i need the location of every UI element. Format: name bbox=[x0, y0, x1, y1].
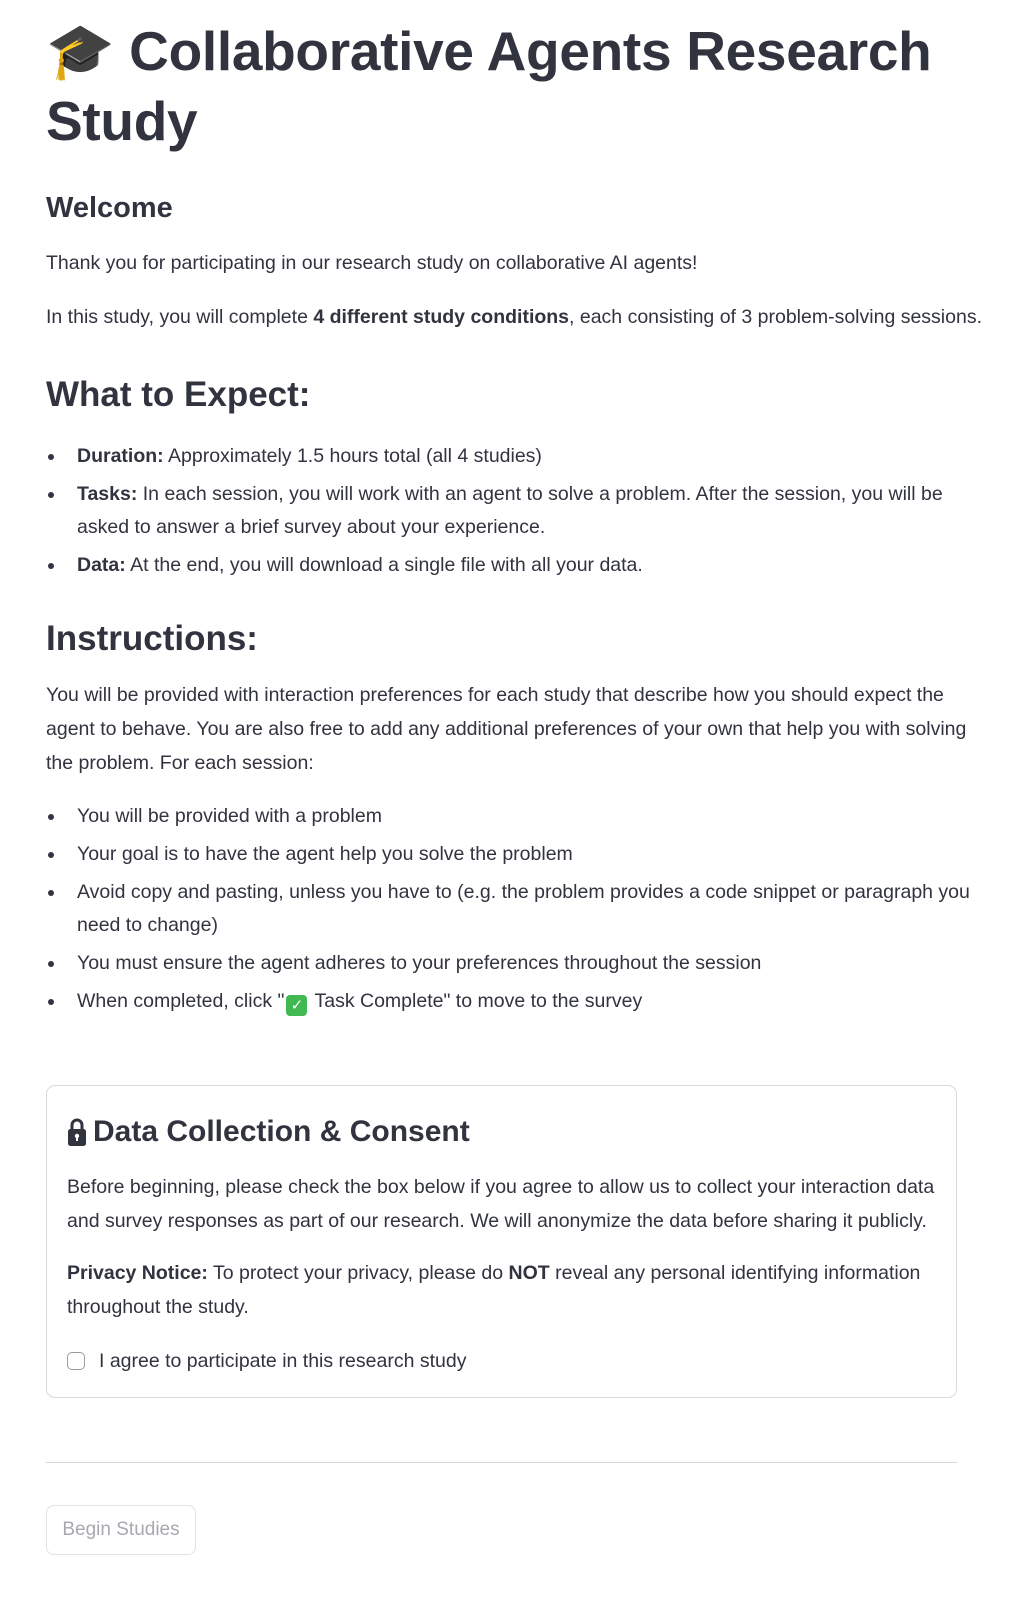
instructions-last-after: Task Complete" to move to the survey bbox=[309, 990, 643, 1012]
consent-box bbox=[46, 1085, 957, 1398]
privacy-bold: NOT bbox=[508, 1262, 550, 1284]
expect-tasks-text: In each session, you will work with an agent to solve a problem. After the session, you will be asked to answer a brief survey about your experience. bbox=[77, 483, 943, 538]
list-item bbox=[46, 478, 984, 544]
divider bbox=[46, 1462, 957, 1463]
welcome-intro bbox=[46, 300, 984, 334]
privacy-after: reveal any personal identifying information throughout the study. bbox=[67, 1262, 921, 1318]
instructions-last-before: When completed, click " bbox=[77, 990, 285, 1012]
welcome-thanks: Thank you for participating in our research study on collaborative AI agents! bbox=[46, 252, 698, 274]
welcome-heading: Welcome bbox=[46, 192, 173, 224]
privacy-notice bbox=[67, 1256, 936, 1324]
consent-heading-text: Data Collection & Consent bbox=[93, 1115, 470, 1148]
consent-checkbox[interactable] bbox=[67, 1352, 85, 1370]
expect-tasks-label: Tasks: bbox=[77, 483, 138, 505]
expect-duration-label: Duration: bbox=[77, 445, 164, 467]
consent-checkbox-label[interactable]: I agree to participate in this research study bbox=[99, 1350, 467, 1372]
expect-list bbox=[46, 440, 984, 582]
welcome-intro-before: In this study, you will complete bbox=[46, 306, 314, 328]
list-item: You will be provided with a problem bbox=[46, 800, 984, 833]
graduation-cap-icon: 🎓 bbox=[46, 19, 115, 83]
begin-studies-button[interactable]: Begin Studies bbox=[46, 1505, 196, 1555]
privacy-before: To protect your privacy, please do bbox=[207, 1262, 509, 1284]
list-item bbox=[46, 985, 984, 1018]
expect-duration-text: Approximately 1.5 hours total (all 4 studies) bbox=[163, 445, 542, 467]
lock-icon bbox=[67, 1117, 87, 1147]
list-item: Avoid copy and pasting, unless you have to (e.g. the problem provides a code snippet or paragraph you need to change) bbox=[46, 876, 984, 942]
privacy-label: Privacy Notice: bbox=[67, 1262, 208, 1284]
consent-checkbox-row[interactable] bbox=[67, 1346, 936, 1376]
instructions-intro: You will be provided with interaction preferences for each study that describe how you should expect the agent to behave. You are also free to add any additional preferences of your own that help you with solving the problem. For each session: bbox=[46, 684, 967, 774]
welcome-intro-after: , each consisting of 3 problem-solving sessions. bbox=[569, 306, 982, 328]
expect-heading: What to Expect: bbox=[46, 375, 311, 414]
page-title bbox=[46, 0, 984, 156]
list-item bbox=[46, 549, 984, 582]
list-item: Your goal is to have the agent help you solve the problem bbox=[46, 838, 984, 871]
consent-description: Before beginning, please check the box below if you agree to allow us to collect your interaction data and survey responses as part of our research. We will anonymize the data before sharing it publicly. bbox=[67, 1176, 935, 1232]
list-item: You must ensure the agent adheres to your preferences throughout the session bbox=[46, 947, 984, 980]
welcome-intro-bold: 4 different study conditions bbox=[313, 306, 570, 328]
check-mark-button-icon: ✓ bbox=[286, 995, 307, 1016]
page-title-text: Collaborative Agents Research Study bbox=[46, 20, 932, 152]
instructions-heading: Instructions: bbox=[46, 619, 258, 658]
expect-data-text: At the end, you will download a single file with all your data. bbox=[125, 554, 643, 576]
instructions-list bbox=[46, 800, 984, 1018]
list-item bbox=[46, 440, 984, 473]
expect-data-label: Data: bbox=[77, 554, 126, 576]
consent-heading bbox=[67, 1112, 936, 1152]
